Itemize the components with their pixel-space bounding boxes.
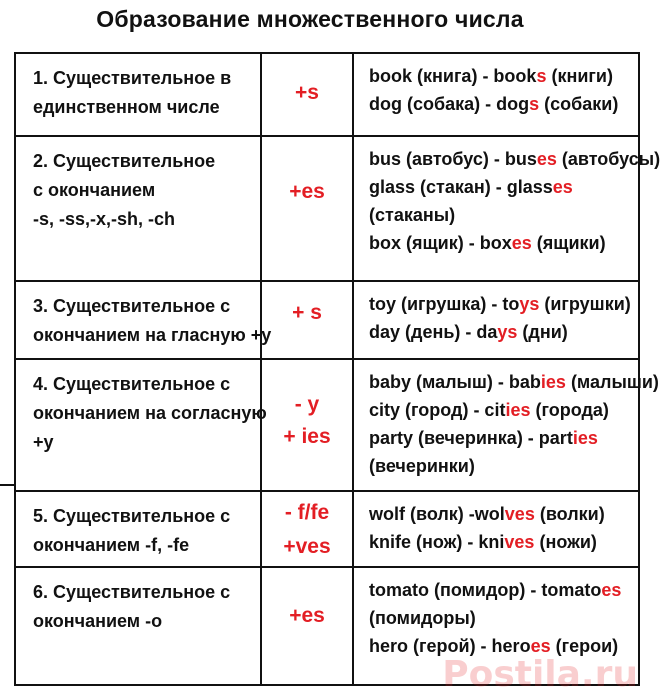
rule-cell bbox=[16, 137, 262, 280]
rule-text: -s, -ss,-x,-sh, -ch bbox=[33, 209, 176, 229]
example-line: book (книга) - books (книги) bbox=[369, 66, 613, 86]
example-line: bus (автобус) - buses (автобусы) bbox=[369, 149, 660, 169]
rule-text: окончанием на согласную bbox=[33, 403, 267, 423]
suffix-text: +es bbox=[289, 180, 325, 203]
suffix-cell bbox=[262, 137, 354, 280]
rule-cell bbox=[16, 282, 272, 358]
example-line: (помидоры) bbox=[369, 608, 476, 628]
example-line: wolf (волк) -wolves (волки) bbox=[369, 504, 605, 524]
table-row bbox=[16, 492, 638, 568]
table-row bbox=[16, 54, 638, 137]
suffix-cell bbox=[262, 568, 354, 684]
suffix-cell bbox=[262, 492, 354, 566]
example-line: hero (герой) - heroes (герои) bbox=[369, 636, 619, 656]
example-line: toy (игрушка) - toys (игрушки) bbox=[369, 294, 631, 314]
rule-text: 5. Существительное с bbox=[33, 506, 231, 526]
example-line: city (город) - cities (города) bbox=[369, 400, 609, 420]
example-line: baby (малыш) - babies (малыши) bbox=[369, 372, 659, 392]
example-line: knife (нож) - knives (ножи) bbox=[369, 532, 597, 552]
examples-cell bbox=[354, 137, 660, 280]
left-divider-mark bbox=[0, 484, 14, 486]
rule-text: 3. Существительное с bbox=[33, 296, 231, 316]
example-line: tomato (помидор) - tomatoes bbox=[369, 580, 622, 600]
example-line: party (вечеринка) - parties bbox=[369, 428, 598, 448]
suffix-cell bbox=[262, 54, 354, 135]
examples-cell bbox=[354, 360, 659, 490]
example-line: glass (стакан) - glasses bbox=[369, 177, 573, 197]
rule-text: окончанием -f, -fe bbox=[33, 535, 190, 555]
example-line: (вечеринки) bbox=[369, 456, 475, 476]
suffix-cell bbox=[262, 282, 354, 358]
page-title: Образование множественного числа bbox=[96, 6, 524, 32]
rule-text: 6. Существительное с bbox=[33, 582, 231, 602]
rule-cell bbox=[16, 360, 267, 490]
suffix-text: +ves bbox=[283, 535, 331, 558]
example-line: box (ящик) - boxes (ящики) bbox=[369, 233, 606, 253]
example-line: day (день) - days (дни) bbox=[369, 322, 568, 342]
suffix-text: - f/fe bbox=[284, 501, 330, 524]
plural-rules-table bbox=[14, 52, 660, 686]
example-line: dog (собака) - dogs (собаки) bbox=[369, 94, 619, 114]
rule-text: +y bbox=[33, 432, 54, 452]
examples-cell bbox=[354, 492, 638, 566]
suffix-text: +es bbox=[289, 604, 325, 627]
table-row bbox=[16, 360, 659, 492]
table-row bbox=[16, 282, 638, 360]
example-line: (стаканы) bbox=[369, 205, 456, 225]
rule-text: единственном числе bbox=[33, 97, 220, 117]
rule-cell bbox=[16, 568, 262, 684]
examples-cell bbox=[354, 54, 638, 135]
rule-text: 4. Существительное с bbox=[33, 374, 231, 394]
rule-text: 2. Существительное bbox=[33, 151, 216, 171]
suffix-text: + ies bbox=[283, 425, 331, 448]
suffix-text: + s bbox=[292, 301, 322, 324]
suffix-text: - y bbox=[294, 393, 320, 416]
rule-cell bbox=[16, 492, 262, 566]
suffix-cell bbox=[262, 360, 354, 490]
table-row bbox=[16, 137, 660, 282]
rule-cell bbox=[16, 54, 262, 135]
rule-text: окончанием -o bbox=[33, 611, 163, 631]
watermark-logo: Postila.ru bbox=[442, 654, 638, 695]
rule-text: с окончанием bbox=[33, 180, 156, 200]
rule-text: окончанием на гласную +y bbox=[33, 325, 272, 345]
suffix-text: +s bbox=[295, 81, 319, 104]
rule-text: 1. Существительное в bbox=[33, 68, 232, 88]
examples-cell bbox=[354, 282, 638, 358]
